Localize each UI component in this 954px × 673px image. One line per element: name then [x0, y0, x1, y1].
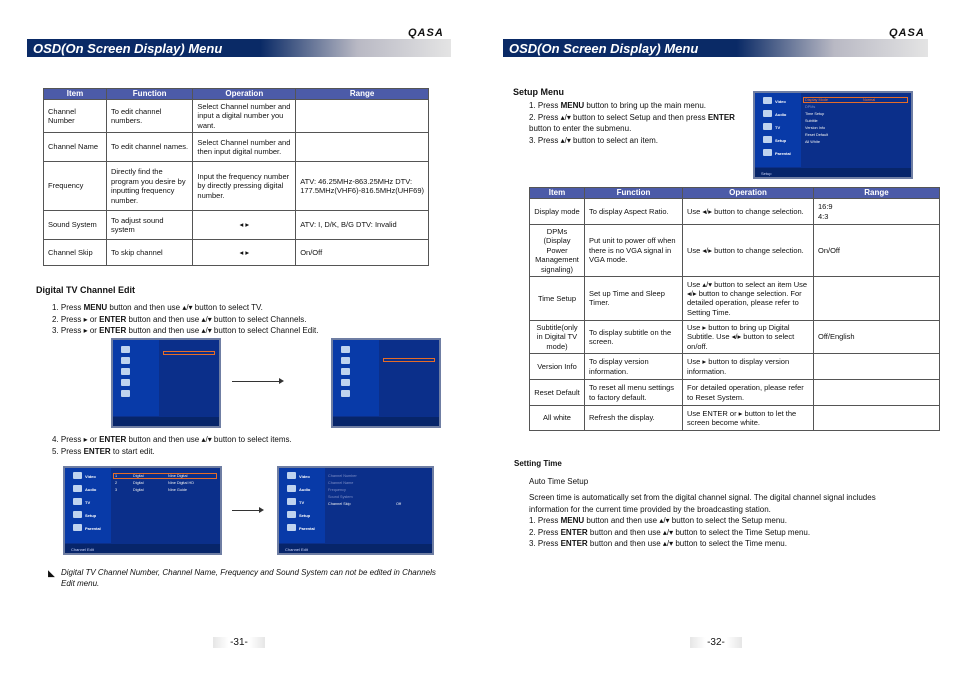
cell-operation: Use ▸ button to bring up Digital Subtitle. Use ◂/▸ button to select on/off. — [683, 320, 814, 353]
cell-item: Display mode — [530, 199, 585, 225]
table-row — [530, 380, 940, 406]
channel-edit-table — [43, 88, 429, 266]
osd-screenshot-channel-list: Video Audio TV Setup Parental 1 Digital Nine Digital 2 Digital Nine Digital HD 3 Digital Nine Guide Channel Edit — [63, 466, 222, 555]
table-row — [530, 354, 940, 380]
cell-operation: For detailed operation, please refer to Reset System. — [683, 380, 814, 406]
cell-function: Directly find the program you desire by inputting frequency number. — [106, 162, 192, 211]
cell-function: To reset all menu settings to factory default. — [585, 380, 683, 406]
cell-range — [296, 100, 429, 133]
video-icon — [341, 346, 350, 353]
video-icon — [121, 346, 130, 353]
video-icon — [73, 472, 82, 479]
steps-list — [529, 100, 759, 146]
table-row — [530, 406, 940, 431]
cell-function: To edit channel numbers. — [106, 100, 192, 133]
cell-operation: Use ◂/▸ button to change selection. — [683, 199, 814, 225]
step-item: 2. Press ▸ or ENTER button and then use ▴/▾ button to select Channels. — [52, 314, 307, 324]
cell-range — [814, 354, 940, 380]
osd-screenshot-edit-items: Video Audio TV Setup Parental Channel Number Channel Name Frequency Sound System Channel Skip Off Channel Edit — [277, 466, 434, 555]
th-range: Range — [814, 188, 940, 199]
setting-time-paragraph: Screen time is automatically set from the digital channel signal. The digital channel signal includes information for the current time provided by the broadcasting station. — [529, 493, 876, 514]
page-number: -32- — [690, 637, 742, 648]
step-item: 5. Press ENTER to start edit. — [52, 446, 155, 456]
section-header — [503, 39, 928, 57]
table-row — [530, 276, 940, 320]
table-row — [44, 133, 429, 162]
parental-icon — [73, 524, 82, 531]
steps-list-2 — [529, 515, 810, 550]
step-item: 1. Press MENU button to bring up the main menu. — [529, 101, 706, 110]
brand-logo: QASA — [408, 27, 444, 39]
osd-screenshot-channels — [331, 338, 441, 428]
cell-operation: Input the frequency number by directly pressing digital number. — [193, 162, 296, 211]
cell-function: To display subtitle on the screen. — [585, 320, 683, 353]
setup-icon — [73, 511, 82, 518]
table-row — [530, 225, 940, 277]
note-icon: ◣ — [48, 568, 55, 578]
cell-range: ATV: 46.25MHz-863.25MHz DTV: 177.5MHz(VHF6)-816.5MHz(UHF69) — [296, 162, 429, 211]
setting-time-title: Setting Time — [514, 459, 562, 468]
osd-screenshot-setup: Video Audio TV Setup Parental Display Mode Normal DPMs Time Setup Subtitle Version Info Reset Default All White Setup — [753, 91, 913, 179]
cell-function: To display Aspect Ratio. — [585, 199, 683, 225]
th-range: Range — [296, 89, 429, 100]
page-number: -31- — [213, 637, 265, 648]
setup-icon — [287, 511, 296, 518]
tv-icon — [341, 368, 350, 375]
th-operation: Operation — [193, 89, 296, 100]
steps-list-2 — [52, 434, 292, 457]
page-right — [477, 0, 954, 673]
brand-logo: QASA — [889, 27, 925, 39]
section-header — [27, 39, 451, 57]
cell-item: DPMs (Display Power Management signaling) — [530, 225, 585, 277]
cell-item: Time Setup — [530, 276, 585, 320]
tv-icon — [73, 498, 82, 505]
audio-icon — [121, 357, 130, 364]
cell-item: Subtitle(only in Digital TV mode) — [530, 320, 585, 353]
cell-operation: Select Channel number and input a digital number you want. — [193, 100, 296, 133]
cell-range — [814, 380, 940, 406]
step-item: 1. Press MENU button and then use ▴/▾ button to select TV. — [52, 303, 263, 312]
setup-table — [529, 187, 940, 431]
cell-range: On/Off — [814, 225, 940, 277]
cell-item: Channel Skip — [44, 240, 107, 266]
cell-operation: Select Channel number and then input digital number. — [193, 133, 296, 162]
highlight-row — [113, 473, 217, 479]
table-row — [44, 162, 429, 211]
th-item: Item — [530, 188, 585, 199]
cell-operation: Use ▴/▾ button to select an item Use ◂/▸ button to change selection. For detailed operation, please refer to Setting Time. — [683, 276, 814, 320]
table-row — [530, 199, 940, 225]
section-title: Digital TV Channel Edit — [36, 285, 136, 295]
parental-icon — [341, 390, 350, 397]
table-row — [44, 211, 429, 240]
tv-icon — [763, 123, 772, 130]
th-item: Item — [44, 89, 107, 100]
table-row — [44, 240, 429, 266]
tv-icon — [287, 498, 296, 505]
cell-range — [296, 133, 429, 162]
step-item: 1. Press MENU button and then use ▴/▾ button to select the Setup menu. — [529, 516, 787, 525]
parental-icon — [763, 149, 772, 156]
highlight-row — [163, 351, 215, 355]
video-icon — [763, 97, 772, 104]
setup-icon — [763, 136, 772, 143]
cell-function: Set up Time and Sleep Timer. — [585, 276, 683, 320]
cell-function: To edit channel names. — [106, 133, 192, 162]
header-title: OSD(On Screen Display) Menu — [509, 41, 699, 56]
parental-icon — [121, 390, 130, 397]
osd-screenshot-tv-menu — [111, 338, 221, 428]
setup-icon — [121, 379, 130, 386]
auto-time-label: Auto Time Setup — [529, 477, 589, 486]
highlight-row — [383, 358, 435, 362]
cell-range: 16:9 4:3 — [814, 199, 940, 225]
cell-item: All white — [530, 406, 585, 431]
step-item: 2. Press ENTER button and then use ▴/▾ button to select the Time Setup menu. — [529, 527, 811, 537]
cell-function: To display version information. — [585, 354, 683, 380]
th-operation: Operation — [683, 188, 814, 199]
cell-function: To adjust sound system — [106, 211, 192, 240]
arrow-right — [232, 381, 282, 382]
cell-item: Channel Name — [44, 133, 107, 162]
cell-function: Refresh the display. — [585, 406, 683, 431]
audio-icon — [287, 485, 296, 492]
cell-item: Frequency — [44, 162, 107, 211]
cell-operation: Use ▸ button to display version information. — [683, 354, 814, 380]
header-title: OSD(On Screen Display) Menu — [33, 41, 223, 56]
parental-icon — [287, 524, 296, 531]
section-title: Setup Menu — [513, 87, 564, 97]
audio-icon — [763, 110, 772, 117]
setup-icon — [341, 379, 350, 386]
cell-operation: Use ◂/▸ button to change selection. — [683, 225, 814, 277]
cell-range: Off/English — [814, 320, 940, 353]
cell-function: To skip channel — [106, 240, 192, 266]
cell-range: ATV: I, D/K, B/G DTV: Invalid — [296, 211, 429, 240]
cell-range: On/Off — [296, 240, 429, 266]
cell-function: Put unit to power off when there is no VGA signal in VGA mode. — [585, 225, 683, 277]
cell-item: Version Info — [530, 354, 585, 380]
table-row — [530, 320, 940, 353]
steps-list — [52, 302, 318, 337]
tv-icon — [121, 368, 130, 375]
audio-icon — [341, 357, 350, 364]
table-row — [44, 100, 429, 133]
note-text: Digital TV Channel Number, Channel Name, Frequency and Sound System can not be edited in Channels Edit menu. — [61, 568, 436, 588]
cell-operation: ◂ ▸ — [193, 240, 296, 266]
cell-item: Reset Default — [530, 380, 585, 406]
step-item: 3. Press ▴/▾ button to select an item. — [529, 135, 658, 145]
cell-range — [814, 276, 940, 320]
arrow-right — [232, 510, 262, 511]
video-icon — [287, 472, 296, 479]
step-item: 3. Press ENTER button and then use ▴/▾ button to select the Time menu. — [529, 539, 787, 549]
cell-item: Sound System — [44, 211, 107, 240]
cell-range — [814, 406, 940, 431]
cell-item: Channel Number — [44, 100, 107, 133]
step-item: 2. Press ▴/▾ button to select Setup and then press ENTER button to enter the submenu. — [529, 112, 735, 134]
th-function: Function — [585, 188, 683, 199]
cell-operation: ◂ ▸ — [193, 211, 296, 240]
step-item: 4. Press ▸ or ENTER button and then use ▴/▾ button to select items. — [52, 435, 292, 444]
audio-icon — [73, 485, 82, 492]
step-item: 3. Press ▸ or ENTER button and then use ▴/▾ button to select Channel Edit. — [52, 326, 319, 336]
cell-operation: Use ENTER or ▸ button to let the screen become white. — [683, 406, 814, 431]
th-function: Function — [106, 89, 192, 100]
